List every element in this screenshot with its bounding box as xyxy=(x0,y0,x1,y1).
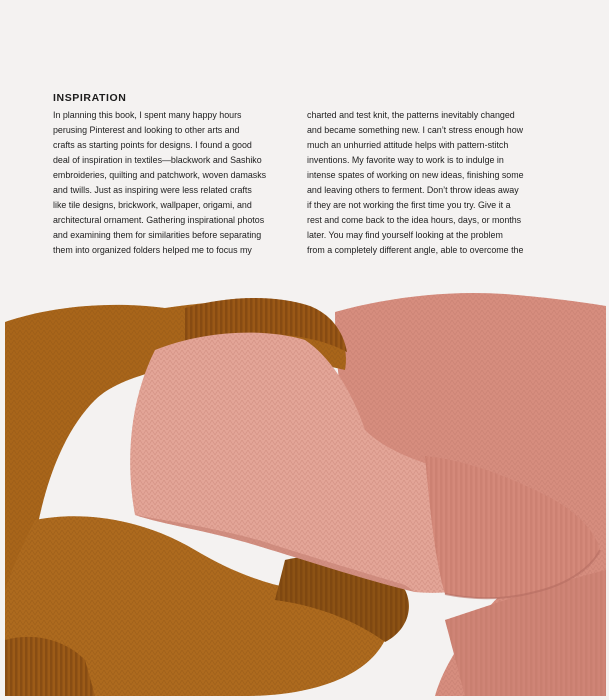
paragraph-line: architectural ornament. Gathering inspirational photos xyxy=(53,215,265,225)
paragraph-line: them into organized folders helped me to focus my xyxy=(53,245,252,255)
paragraph-line: and leaving others to ferment. Don’t throw ideas away xyxy=(307,185,519,195)
paragraph-line: from a completely different angle, able to overcome the xyxy=(307,245,524,255)
sweater-photo xyxy=(5,260,606,696)
paragraph-line: and examining them for similarities before separating xyxy=(53,230,262,240)
right-text-column xyxy=(307,108,557,273)
paragraph-line: deal of inspiration in textiles—blackwork and Sashiko xyxy=(53,155,262,165)
paragraph-line: and twills. Just as inspiring were less related crafts xyxy=(53,185,252,195)
paragraph-line: In planning this book, I spent many happy hours xyxy=(53,110,242,120)
paragraph-line: embroideries, quilting and patchwork, woven damasks xyxy=(53,170,267,180)
paragraph-line: like tile designs, brickwork, wallpaper, origami, and xyxy=(53,200,252,210)
paragraph-line: charted and test knit, the patterns inevitably changed xyxy=(307,110,515,120)
paragraph-line: inventions. My favorite way to work is to indulge in xyxy=(307,155,504,165)
paragraph-line: later. You may find yourself looking at the problem xyxy=(307,230,503,240)
paragraph-line: and became something new. I can’t stress enough how xyxy=(307,125,524,135)
paragraph-line: if they are not working the first time you try. Give it a xyxy=(307,200,511,210)
section-heading: INSPIRATION xyxy=(53,92,127,104)
paragraph-line: much an unhurried attitude helps with pattern-stitch xyxy=(307,140,509,150)
paragraph-line: perusing Pinterest and looking to other arts and xyxy=(53,125,240,135)
photo-illustration xyxy=(5,260,606,696)
paragraph-line: rest and come back to the idea hours, days, or months xyxy=(307,215,522,225)
paragraph-line: intense spates of working on new ideas, finishing some xyxy=(307,170,524,180)
paragraph-line: crafts as starting points for designs. I found a good xyxy=(53,140,252,150)
